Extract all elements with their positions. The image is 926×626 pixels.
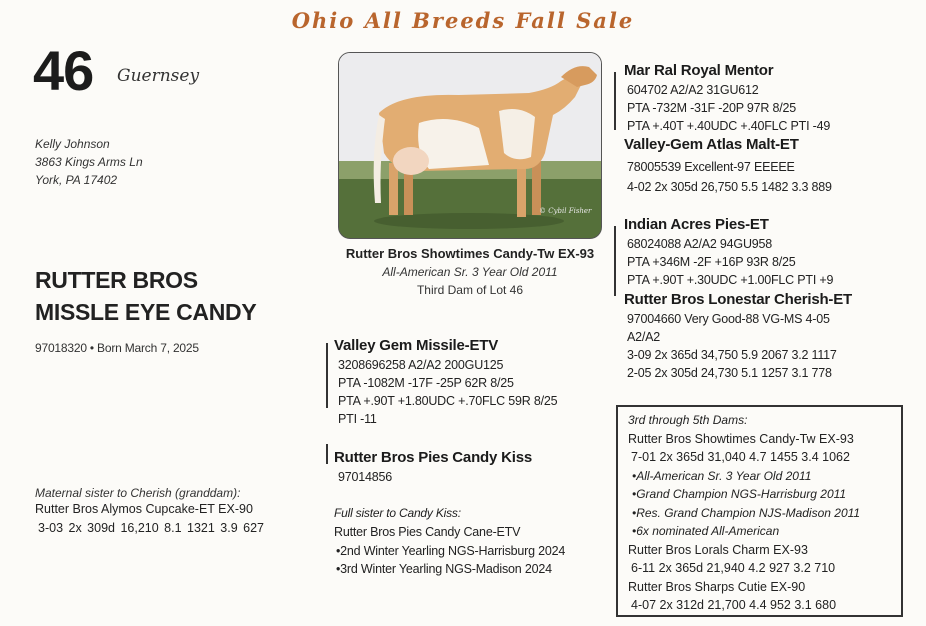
sire-line: PTA -1082M -17F -25P 62R 8/25 [338, 376, 514, 390]
animal-name-line2: MISSLE EYE CANDY [35, 299, 257, 325]
dam5-record: 4-07 2x 312d 21,700 4.4 952 3.1 680 [631, 598, 837, 612]
maternal-sister-note: Maternal sister to Cherish (granddam): [35, 486, 241, 500]
dam3-name: Rutter Bros Showtimes Candy-Tw EX-93 [628, 431, 854, 446]
sire-of-sire-line: PTA +.40T +.40UDC +.40FLC PTI -49 [627, 119, 831, 133]
sire-line: PTA +.90T +1.80UDC +.70FLC 59R 8/25 [338, 394, 558, 408]
full-sister-note: Full sister to Candy Kiss: [334, 506, 461, 520]
consignor-name: Kelly Johnson [35, 137, 110, 151]
cow-photo [338, 52, 602, 239]
consignor-street: 3863 Kings Arms Ln [35, 155, 143, 169]
sire-of-sire-details [627, 81, 830, 135]
granddam-details [627, 310, 837, 382]
sire-of-sire-name: Mar Ral Royal Mentor [624, 62, 774, 79]
dams-box [616, 405, 903, 617]
dam-bracket [326, 444, 328, 464]
sire-of-dam-line: PTA +346M -2F +16P 93R 8/25 [627, 255, 796, 269]
dam5-name: Rutter Bros Sharps Cutie EX-90 [628, 579, 806, 594]
granddam-line: 3-09 2x 365d 34,750 5.9 2067 3.2 1117 [627, 348, 837, 362]
dam4-record: 6-11 2x 365d 21,940 4.2 927 3.2 710 [631, 561, 836, 575]
dam-of-sire-details [627, 157, 832, 197]
dams-box-title: 3rd through 5th Dams: [628, 413, 748, 427]
full-sister-award: •2nd Winter Yearling NGS-Harrisburg 2024 [336, 544, 566, 558]
sire-line: PTI -11 [338, 412, 377, 426]
granddam-line: A2/A2 [627, 330, 661, 344]
granddam-name: Rutter Bros Lonestar Cherish-ET [624, 291, 852, 308]
dam-of-sire-name: Valley-Gem Atlas Malt-ET [624, 136, 799, 153]
sire-of-sire-bracket [614, 72, 616, 130]
full-sister-award: •3rd Winter Yearling NGS-Madison 2024 [336, 562, 552, 576]
sire-name: Valley Gem Missile-ETV [334, 337, 499, 354]
sire-bracket [326, 343, 328, 408]
photo-caption-name: Rutter Bros Showtimes Candy-Tw EX-93 [345, 246, 595, 261]
maternal-sister-name: Rutter Bros Alymos Cupcake-ET EX-90 [35, 502, 253, 516]
dam4-name: Rutter Bros Lorals Charm EX-93 [628, 542, 808, 557]
lot-number: 46 [33, 39, 94, 102]
granddam-line: 97004660 Very Good-88 VG-MS 4-05 [627, 312, 830, 326]
sire-details [338, 356, 557, 428]
dam3-award: •Grand Champion NGS-Harrisburg 2011 [632, 487, 847, 501]
animal-name-line1: RUTTER BROS [35, 267, 198, 293]
sire-of-dam-line: 68024088 A2/A2 94GU958 [627, 237, 773, 251]
dam-name: Rutter Bros Pies Candy Kiss [334, 449, 532, 466]
full-sister-name: Rutter Bros Pies Candy Cane-ETV [334, 525, 521, 539]
sire-of-sire-line: 604702 A2/A2 31GU612 [627, 83, 759, 97]
sire-line: 3208696258 A2/A2 200GU125 [338, 358, 504, 372]
animal-name [35, 264, 256, 328]
dam3-award: •All-American Sr. 3 Year Old 2011 [632, 468, 812, 483]
dam3-record: 7-01 2x 365d 31,040 4.7 1455 3.4 1062 [631, 450, 850, 464]
sire-of-dam-bracket [614, 226, 616, 296]
dam-of-sire-line: 4-02 2x 305d 26,750 5.5 1482 3.3 889 [627, 180, 832, 194]
maternal-sister-record: 3-03 2x 309d 16,210 8.1 1321 3.9 627 [38, 521, 264, 535]
dam-of-sire-line: 78005539 Excellent-97 EEEEE [627, 160, 795, 174]
sire-of-sire-line: PTA -732M -31F -20P 97R 8/25 [627, 101, 797, 115]
photo-caption-award: All-American Sr. 3 Year Old 2011 [382, 265, 558, 279]
dam3-award: •Res. Grand Champion NJS-Madison 2011 [632, 505, 861, 520]
consignor-city: York, PA 17402 [35, 173, 118, 187]
sire-of-dam-name: Indian Acres Pies-ET [624, 216, 769, 233]
consignor-address [35, 135, 143, 189]
dam3-award: •6x nominated All-American [632, 524, 780, 538]
granddam-line: 2-05 2x 305d 24,730 5.1 1257 3.1 778 [627, 366, 832, 380]
photo-caption-relation: Third Dam of Lot 46 [416, 283, 524, 297]
sire-of-dam-details [627, 235, 833, 289]
breed: Guernsey [117, 66, 200, 86]
photo-signature: © Cybil Fisher [539, 207, 592, 215]
sale-title: Ohio All Breeds Fall Sale [291, 8, 635, 33]
sire-of-dam-line: PTA +.90T +.30UDC +1.00FLC PTI +9 [627, 273, 834, 287]
dam-reg: 97014856 [338, 470, 393, 484]
registration-info: 97018320 • Born March 7, 2025 [35, 341, 199, 355]
